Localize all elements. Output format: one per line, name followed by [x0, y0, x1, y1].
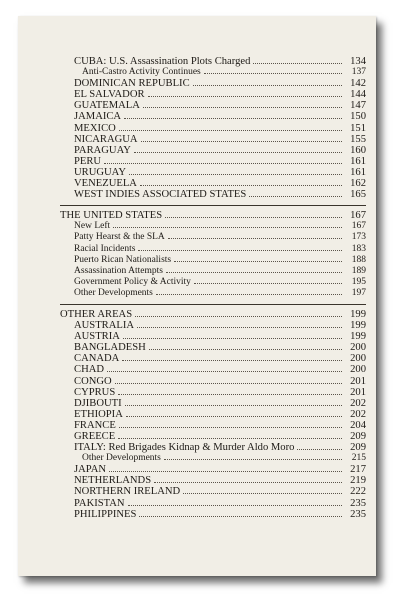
toc-entry-title: BANGLADESH — [74, 342, 146, 354]
dot-leader — [193, 85, 342, 86]
toc-page-number: 200 — [350, 364, 366, 376]
dot-leader — [164, 459, 342, 460]
toc-entry-title: MEXICO — [74, 122, 116, 134]
toc-entry-title: CANADA — [74, 353, 120, 365]
toc-page-number: 199 — [350, 331, 366, 343]
toc-page-number: 189 — [351, 265, 366, 276]
dot-leader — [125, 405, 342, 406]
toc-page-number: 204 — [350, 419, 366, 431]
toc-entry — [60, 277, 366, 288]
dot-leader — [129, 174, 342, 175]
dot-leader — [204, 73, 342, 74]
toc-entry — [60, 167, 366, 178]
dot-leader — [113, 227, 342, 228]
dot-leader — [128, 505, 342, 506]
toc-page-number: 235 — [350, 508, 366, 520]
toc-page-number: 144 — [350, 89, 366, 101]
toc-page-number: 217 — [350, 464, 366, 476]
dot-leader — [174, 261, 342, 262]
dot-leader — [253, 63, 342, 64]
toc-entry — [60, 156, 366, 167]
toc-page-number: 199 — [350, 308, 366, 320]
toc-entry — [60, 420, 366, 431]
toc-entry — [60, 56, 366, 67]
toc-entry-title: URUGUAY — [74, 166, 126, 178]
dot-leader — [126, 416, 342, 417]
dot-leader — [138, 250, 342, 251]
toc-page-number: 202 — [350, 408, 366, 420]
toc-entry — [60, 288, 366, 299]
dot-leader — [109, 471, 342, 472]
dot-leader — [135, 316, 342, 317]
toc-entry-title: Other Developments — [74, 287, 153, 298]
toc-entry-title: PAKISTAN — [74, 497, 125, 509]
toc-entry — [60, 376, 366, 387]
dot-leader — [124, 118, 342, 119]
dot-leader — [249, 196, 342, 197]
toc-page-number: 160 — [350, 144, 366, 156]
dot-leader — [134, 152, 342, 153]
toc-entry — [60, 89, 366, 100]
toc-page-number: 150 — [350, 111, 366, 123]
toc-entry — [60, 442, 366, 453]
toc-entry-title: ITALY: Red Brigades Kidnap & Murder Aldo Moro — [74, 442, 295, 454]
toc-page-number: 235 — [350, 497, 366, 509]
dot-leader — [297, 449, 342, 450]
toc-page-number: 183 — [351, 243, 366, 254]
toc-page-number: 197 — [351, 287, 366, 298]
dot-leader — [118, 394, 342, 395]
toc-page-number: 188 — [351, 254, 366, 265]
dot-leader — [123, 338, 342, 339]
toc-page-number: 202 — [350, 397, 366, 409]
toc-entry-title: PHILIPPINES — [74, 508, 137, 520]
toc-page-number: 222 — [350, 486, 366, 498]
toc-page-number: 209 — [350, 442, 366, 454]
toc-entry-title: DJIBOUTI — [74, 397, 122, 409]
dot-leader — [115, 383, 342, 384]
toc-entry-title: VENEZUELA — [74, 178, 137, 190]
dot-leader — [141, 141, 342, 142]
dot-leader — [149, 349, 342, 350]
toc-section-heading — [60, 309, 366, 320]
section-divider — [60, 205, 366, 206]
toc-page-number: 201 — [350, 386, 366, 398]
toc-section — [60, 56, 366, 200]
dot-leader — [154, 482, 342, 483]
dot-leader — [122, 360, 342, 361]
toc-entry — [60, 509, 366, 520]
toc-page-number: 200 — [350, 342, 366, 354]
toc-entry — [60, 498, 366, 509]
toc-entry-title: GUATEMALA — [74, 100, 140, 112]
toc-entry — [60, 353, 366, 364]
toc-page-number: 161 — [350, 155, 366, 167]
toc-entry — [60, 431, 366, 442]
toc-entry — [60, 111, 366, 122]
toc-entry-title: EL SALVADOR — [74, 89, 145, 101]
toc-entry — [60, 398, 366, 409]
toc-entry-title: Racial Incidents — [74, 243, 136, 254]
toc-section — [60, 309, 366, 520]
toc-page-number: 161 — [350, 166, 366, 178]
toc-page-number: 209 — [350, 431, 366, 442]
toc-page-number: 151 — [350, 122, 366, 134]
toc-entry — [60, 232, 366, 243]
toc-entry — [60, 189, 366, 200]
toc-page-number: 142 — [350, 78, 366, 90]
book-page — [18, 16, 376, 576]
toc-entry — [60, 475, 366, 486]
toc-page-number: 165 — [350, 189, 366, 201]
toc-entry-title: NICARAGUA — [74, 133, 138, 145]
toc-page-number: 173 — [351, 232, 366, 243]
dot-leader — [119, 427, 342, 428]
dot-leader — [194, 283, 342, 284]
toc-entry — [60, 486, 366, 497]
toc-entry-title: CHAD — [74, 364, 105, 376]
toc-page-number: 155 — [350, 133, 366, 145]
toc-entry-title: NETHERLANDS — [74, 475, 152, 487]
toc-entry-title: JAPAN — [74, 464, 106, 476]
toc-entry — [60, 221, 366, 232]
toc-entry — [60, 409, 366, 420]
toc-entry-title: WEST INDIES ASSOCIATED STATES — [74, 189, 247, 201]
toc-entry-title: ETHIOPIA — [74, 408, 123, 420]
toc-entry-title: Other Developments — [82, 453, 161, 464]
dot-leader — [118, 438, 342, 439]
toc-entry-title: Puerto Rican Nationalists — [74, 254, 172, 265]
toc-entry — [60, 145, 366, 156]
toc-page-number: 199 — [350, 320, 366, 332]
table-of-contents — [60, 56, 366, 520]
toc-entry-title: CUBA: U.S. Assassination Plots Charged — [74, 56, 251, 67]
dot-leader — [148, 96, 342, 97]
dot-leader — [137, 327, 342, 328]
dot-leader — [104, 163, 342, 164]
dot-leader — [166, 272, 342, 273]
toc-entry-title: GREECE — [74, 431, 116, 442]
toc-page-number: 147 — [350, 100, 366, 112]
toc-entry-title: PARAGUAY — [74, 144, 131, 156]
toc-entry-title: Patty Hearst & the SLA — [74, 232, 165, 243]
toc-entry — [60, 387, 366, 398]
toc-entry-title: Government Policy & Activity — [74, 276, 191, 287]
toc-page-number: 219 — [350, 475, 366, 487]
dot-leader — [165, 217, 342, 218]
dot-leader — [183, 493, 342, 494]
toc-page-number: 167 — [350, 210, 366, 222]
toc-entry — [60, 100, 366, 111]
toc-page-number: 195 — [351, 276, 366, 287]
toc-entry-title: JAMAICA — [74, 111, 122, 123]
toc-entry — [60, 178, 366, 189]
toc-page-number: 167 — [351, 221, 366, 232]
toc-entry — [60, 123, 366, 134]
toc-entry — [60, 266, 366, 277]
toc-entry — [60, 78, 366, 89]
dot-leader — [143, 107, 342, 108]
toc-section-heading — [60, 210, 366, 221]
toc-entry-title: THE UNITED STATES — [60, 210, 163, 222]
dot-leader — [168, 238, 342, 239]
toc-entry-title: AUSTRIA — [74, 331, 120, 343]
toc-entry-title: PERU — [74, 155, 102, 167]
toc-entry-title: OTHER AREAS — [60, 308, 133, 320]
section-divider — [60, 304, 366, 305]
toc-entry-title: NORTHERN IRELAND — [74, 486, 181, 498]
toc-entry — [60, 134, 366, 145]
toc-entry — [60, 464, 366, 475]
dot-leader — [107, 371, 342, 372]
toc-page-number: 137 — [351, 67, 366, 78]
toc-entry — [60, 364, 366, 375]
toc-entry-title: CONGO — [74, 375, 112, 387]
toc-entry-title: New Left — [74, 221, 111, 232]
toc-entry — [60, 453, 366, 464]
dot-leader — [139, 516, 342, 517]
toc-entry-title: CYPRUS — [74, 386, 116, 398]
toc-entry-title: DOMINICAN REPUBLIC — [74, 78, 190, 90]
toc-entry — [60, 255, 366, 266]
dot-leader — [140, 185, 342, 186]
toc-page-number: 134 — [350, 56, 366, 67]
toc-entry — [60, 331, 366, 342]
toc-section — [60, 210, 366, 299]
toc-page-number: 200 — [350, 353, 366, 365]
toc-entry — [60, 244, 366, 255]
toc-entry — [60, 342, 366, 353]
toc-entry-title: Assassination Attempts — [74, 265, 163, 276]
toc-entry-title: AUSTRALIA — [74, 320, 135, 332]
dot-leader — [119, 130, 342, 131]
toc-page-number: 201 — [350, 375, 366, 387]
toc-entry — [60, 320, 366, 331]
toc-page-number: 162 — [350, 178, 366, 190]
toc-page-number: 215 — [351, 453, 366, 464]
toc-entry-title: FRANCE — [74, 419, 116, 431]
toc-entry-title: Anti-Castro Activity Continues — [82, 67, 201, 78]
toc-entry — [60, 67, 366, 78]
dot-leader — [156, 294, 342, 295]
